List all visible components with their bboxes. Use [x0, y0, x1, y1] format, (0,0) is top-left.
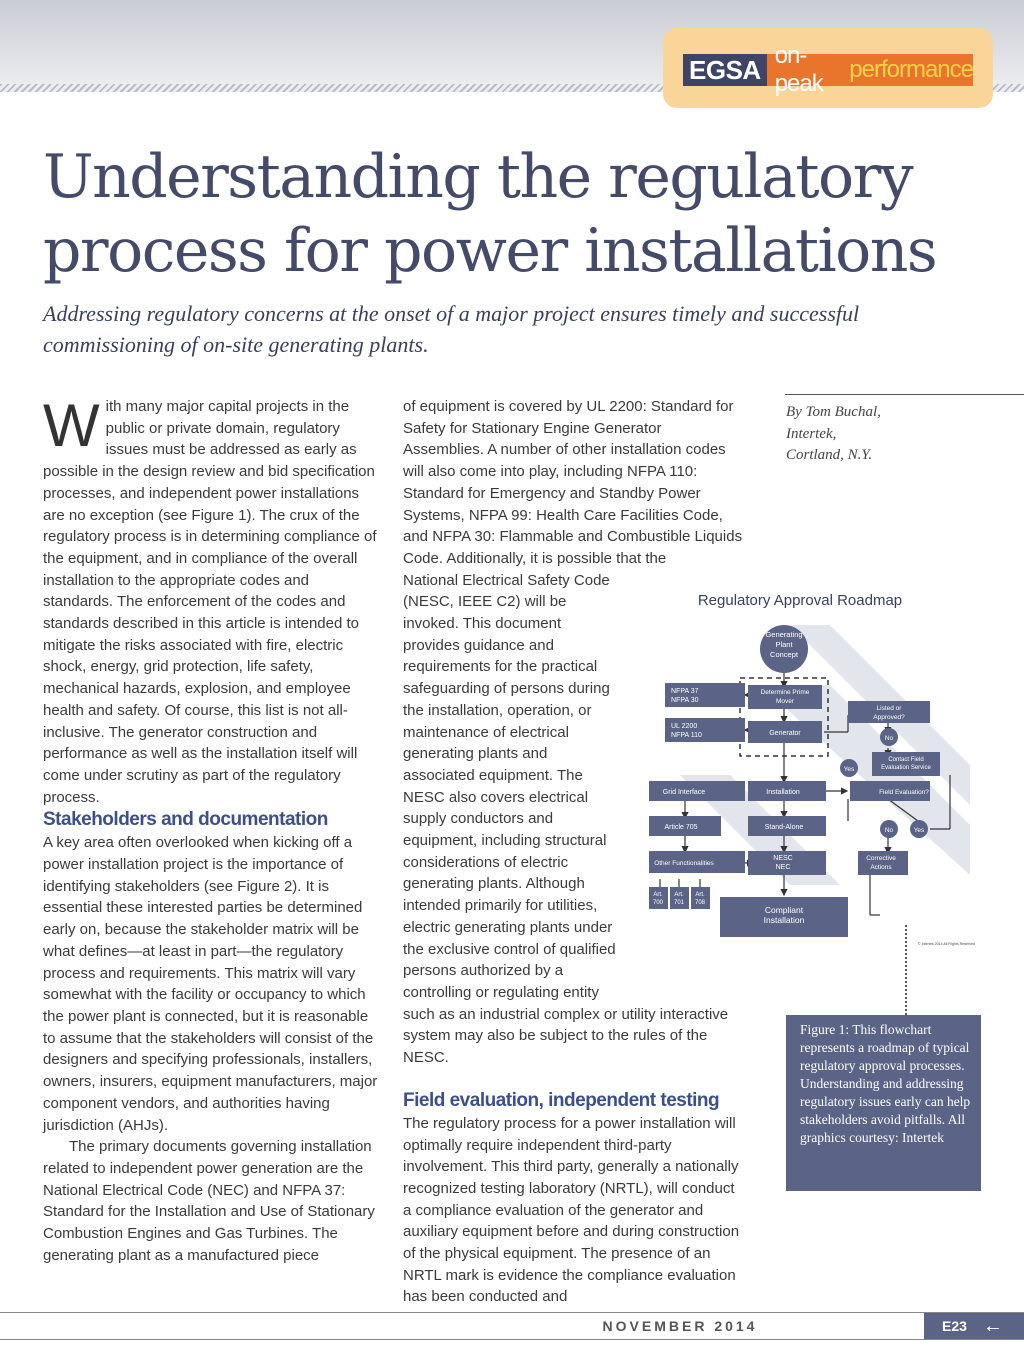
svg-text:CompliantInstallation — [764, 905, 805, 925]
label-art708-1: Art. — [695, 892, 705, 898]
label-no2: No — [884, 827, 894, 834]
back-arrow-icon[interactable]: ← — [982, 1314, 1003, 1337]
byline-company: Intertek, — [786, 425, 837, 442]
page-number: E23 — [942, 1318, 967, 1334]
footer-rule-bottom — [0, 1339, 1024, 1340]
label-nfpa37-1: NFPA 37 — [671, 688, 699, 695]
label-prime-mover-1: Determine Prime — [760, 689, 810, 696]
byline — [786, 402, 1016, 467]
footer-rule-top — [0, 1312, 1024, 1313]
figure-copyright: © Intertek 2014 All Rights Reserved — [918, 942, 975, 946]
byline-author: By Tom Buchal, — [786, 404, 881, 420]
figure-caption: Figure 1: This flowchart represents a roadmap of typical regulatory approval processes. Understanding and addressing regulatory issues early can help stakeholders avoid pitfalls. All graphics courtesy: Intertek — [786, 1015, 981, 1191]
label-grid: Grid Interface — [662, 789, 706, 796]
label-art700-1: Art. — [653, 892, 663, 898]
label-article705: Article 705 — [664, 824, 698, 831]
col1-paragraph-2: A key area often overlooked when kicking off a power installation project is the importance of identifying stakeholders (see Figure 2). It is essential these interested parties be determined early on, because the stakeholder matrix will be what defines—at least in part—the regulatory process and requirements. This matrix will vary somewhat with the facility or occupancy to which the power plant is connected, but it is reasonable to assume that the stakeholders will consist of the designers and specifying professionals, installers, owners, insurers, equipment manufacturers, major component vendors, and authorities having jurisdiction (AHJs). — [43, 834, 378, 1134]
label-no1: No — [884, 735, 894, 742]
label-standalone: Stand-Alone — [764, 824, 804, 831]
label-start-3: Concept — [770, 650, 798, 659]
col1-paragraph-1 — [43, 392, 383, 808]
title-line-2: process for power installations — [43, 216, 937, 286]
label-art700-2: 700 — [652, 900, 664, 906]
flowchart — [640, 615, 980, 955]
col2-paragraph-1a: of equipment is covered by UL 2200: Standard for Safety for Stationary Engine Generator Assemblies. A number of other installation codes will also come into play, including NFPA 110: Standard for Emergency and Standby Power Systems, NFPA 99: Health Care Facilities Code, and NFPA 30: Flammable and Combustible Liquids Code. Additionally, it is possible that the — [403, 398, 743, 567]
label-contact-1: Contact Field — [888, 757, 924, 763]
node-contact — [872, 752, 940, 776]
label-start-2: Plant — [775, 640, 793, 649]
column-1 — [43, 392, 383, 1266]
label-listed-2: Approved? — [873, 714, 905, 721]
badge-inner — [683, 42, 973, 97]
col2-paragraph-1c: such as an industrial complex or utility interactive system may also be subject to the rules of the NESC. — [403, 1005, 729, 1067]
title-line-1: Understanding the regulatory — [43, 142, 913, 212]
byline-location: Cortland, N.Y. — [786, 447, 873, 463]
caption-leader-line — [905, 925, 907, 1015]
article-subtitle: Addressing regulatory concerns at the onset of a major project ensures timely and successful commissioning of on-site generating plants. — [43, 301, 860, 357]
label-field-eval: Field Evaluation? — [879, 789, 929, 796]
series-suffix: performance — [849, 56, 973, 83]
label-ul2200-2: NFPA 110 — [671, 732, 702, 739]
col1-p1-text: ith many major capital projects in the public or private domain, regulatory issues must be addressed as early as possible in the design review and bid specification processes, and independent power installations are no exception (see Figure 1). The crux of the regulatory process is in determining compliance of the equipment, and in compliance of the overall installation to the appropriate codes and standards. The enforcement of the codes and standards described in this article is intended to mitigate the risks associated with fire, electric shock, energy, grid protection, life safety, mechanical hazards, explosion, and employee health and safety. Of course, this list is not all-inclusive. The generator construction and performance as well as the installation itself will come under scrutiny as part of the regulatory process. — [43, 398, 377, 806]
series-prefix: on-peak — [774, 42, 823, 97]
label-contact-2: Evaluation Service — [881, 765, 931, 771]
col1-paragraph-3: The primary documents governing installation related to independent power generation are the National Electrical Code (NEC) and NFPA 37: Standard for the Installation and Use of Stationary Combustion Engines and Gas Turbines. The generating plant as a manufactured piece — [43, 1138, 375, 1264]
label-compliant-1: Compliant — [764, 905, 804, 915]
label-art701-2: 701 — [673, 900, 685, 906]
label-nesc-2: NEC — [775, 864, 791, 871]
col2-paragraph-1b: National Electrical Safety Code (NESC, IEEE C2) will be invoked. This document provides guidance and requirements for the practical safeguarding of persons during the installation, operation, or maintenance of electrical generating plants and associated equipment. The NESC also covers electrical supply conductors and equipment, including structural considerations of electric generating plants. Although intended primarily for utilities, electric generating plants under the exclusive control of qualified persons authorized by a controlling or regulating entity — [403, 571, 616, 1001]
byline-rule — [785, 394, 1024, 395]
label-listed-1: Listed or — [876, 705, 902, 712]
label-art708-2: 708 — [694, 900, 706, 906]
brand-logo: EGSA — [683, 54, 767, 86]
label-corrective-2: Actions — [870, 864, 892, 871]
col2-paragraph-2: The regulatory process for a power installation will optimally require independent third-party involvement. This third party, generally a nationally recognized testing laboratory (NRTL), will conduct a compliance evaluation of the generator and auxiliary equipment before and during construction of the physical equipment. The presence of an NRTL mark is evidence the compliance evaluation has been conducted and — [403, 1114, 740, 1306]
flow-nodes — [649, 625, 940, 937]
article-title — [43, 140, 1003, 288]
label-nfpa37-2: NFPA 30 — [671, 697, 699, 704]
heading-field-evaluation: Field evaluation, independent testing — [403, 1089, 720, 1111]
figure-title: Regulatory Approval Roadmap — [697, 592, 903, 609]
label-installation: Installation — [766, 789, 800, 796]
issue-date: NOVEMBER 2014 — [602, 1318, 758, 1334]
masthead-badge — [663, 28, 993, 108]
heading-stakeholders: Stakeholders and documentation — [43, 809, 328, 831]
label-art701-1: Art. — [674, 892, 684, 898]
label-corrective-1: Corrective — [866, 855, 896, 862]
label-other: Other Functionalities — [654, 860, 714, 867]
label-generator: Generator — [769, 730, 801, 737]
label-prime-mover-2: Mover — [775, 698, 795, 705]
label-ul2200-1: UL 2200 — [671, 723, 698, 730]
label-start-1: Generating — [765, 630, 803, 639]
label-nesc-1: NESC — [773, 855, 793, 862]
label-yes1: Yes — [843, 766, 855, 773]
label-compliant-2: Installation — [763, 915, 805, 925]
drop-cap: W — [43, 392, 100, 459]
label-yes2: Yes — [913, 827, 925, 834]
page-number-tab — [924, 1313, 1024, 1339]
